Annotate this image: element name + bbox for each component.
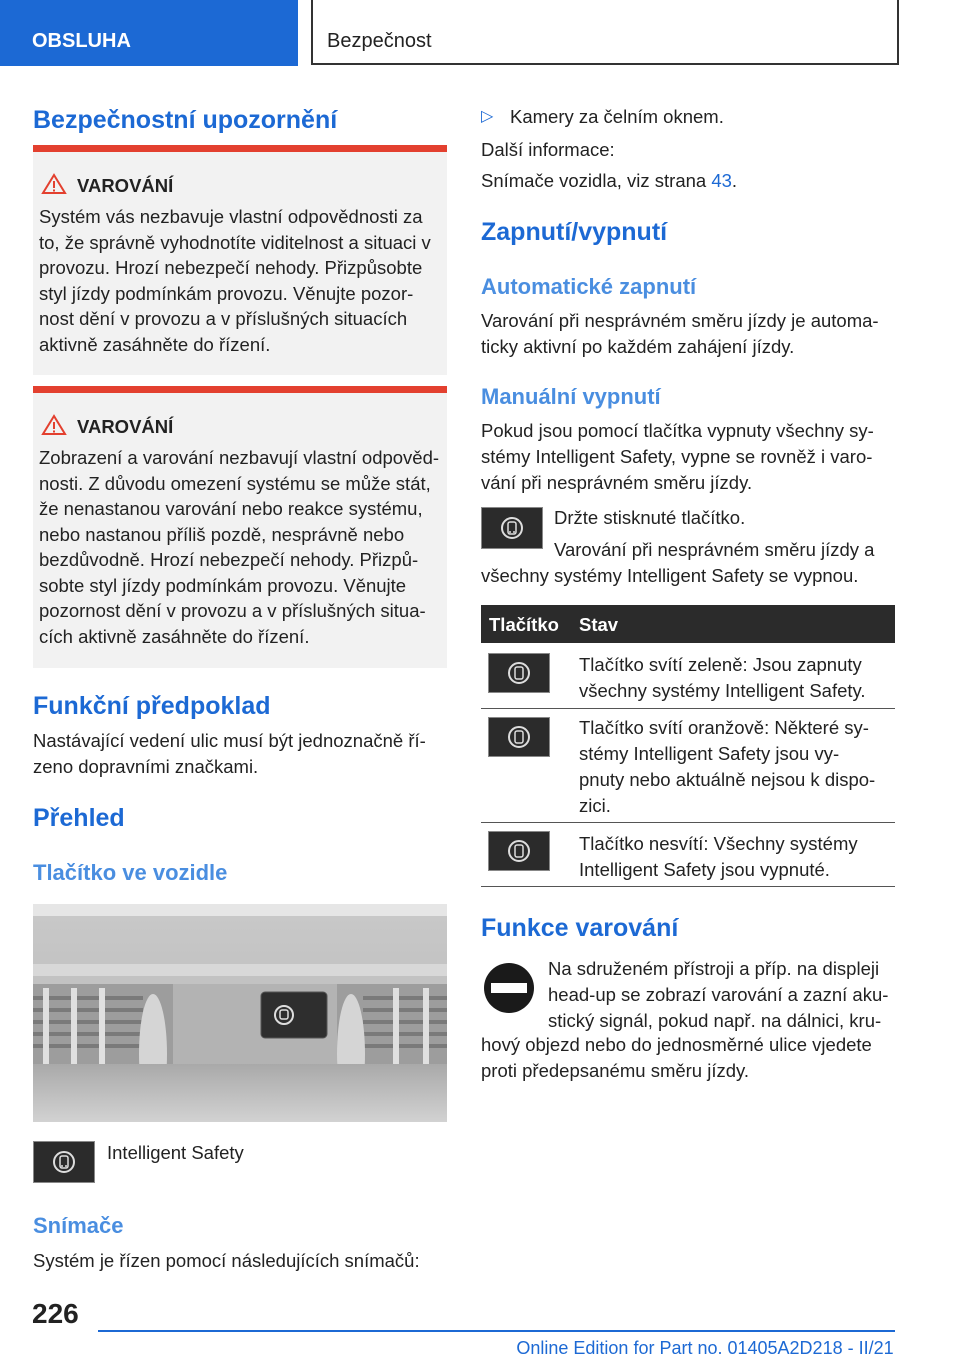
text-line: aktivně zasáhněte do řízení. (39, 333, 271, 355)
subsection-title-button: Tlačítko ve vozidle (33, 860, 228, 885)
chapter-label: Bezpečnost (327, 30, 432, 52)
text-line: nebo nastanou příliš pozdě, nesprávně nebo (39, 523, 405, 545)
hold-result-line-1: Varování při nesprávném směru jízdy a (554, 539, 875, 560)
button-caption: Intelligent Safety (107, 1142, 244, 1163)
sensors-reference (481, 168, 737, 194)
reference-text: Snímače vozidla, viz strana (481, 170, 712, 191)
table-cell-line: Tlačítko svítí oranžově: Některé sy- (579, 717, 869, 738)
text-line: vání při nesprávném směru jízdy. (481, 472, 753, 493)
hold-result-line-2: všechny systémy Intelligent Safety se vypnou. (481, 565, 859, 586)
text-line: bezdůvodně. Hrozí nebezpečí nehody. Přizpů- (39, 549, 419, 570)
prerequisite-text (33, 728, 447, 780)
text-line: provozu. Hrozí nebezpečí nehody. Přizpůsobte (39, 257, 423, 278)
warning-triangle-icon (41, 414, 67, 436)
edition-text: Online Edition for Part no. 01405A2D218 - II/21 (516, 1338, 894, 1358)
section-title-warning-function: Funkce varování (481, 914, 679, 942)
table-row (579, 652, 866, 704)
text-line: hový objezd nebo do jednosměrné ulice vjedete (481, 1034, 872, 1055)
button-icon-off (488, 831, 550, 871)
text-line: head-up se zobrazí varování a zazní aku- (548, 984, 889, 1005)
warning-label: VAROVÁNÍ (77, 175, 174, 196)
text-line: Zobrazení a varování nezbavují vlastní odpověd- (39, 447, 440, 468)
auto-on-text (481, 308, 895, 360)
warning-label: VAROVÁNÍ (77, 416, 174, 437)
more-info-label: Další informace: (481, 139, 615, 160)
text-line: to, že správně vyhodnotíte viditelnost a situaci v (39, 231, 431, 253)
text-line: pozornost dění v provozu a v příslušných situa- (39, 600, 426, 621)
bullet-triangle-icon: ▷ (481, 108, 494, 125)
section-label: OBSLUHA (32, 30, 131, 52)
warning-function-text (548, 956, 888, 1008)
text-line: Na sdruženém přístroji a příp. na displeji (548, 958, 880, 979)
warning-bar (33, 386, 447, 393)
table-cell-line: Tlačítko svítí zeleně: Jsou zapnuty (579, 654, 862, 675)
warning-bar (33, 145, 447, 152)
row-divider (481, 708, 895, 709)
warning-function-line-3: stický signál, pokud např. na dálnici, kru- (548, 1010, 882, 1031)
warning-text (39, 204, 443, 357)
warning-box-2 (33, 386, 447, 668)
intelligent-safety-button-icon (481, 507, 543, 549)
row-divider (481, 822, 895, 823)
section-title-prerequisite: Funkční předpoklad (33, 692, 271, 720)
subsection-title-sensors: Snímače (33, 1213, 124, 1238)
table-row (579, 831, 858, 883)
button-icon-orange (488, 717, 550, 757)
table-cell-line: pnuty nebo aktuálně nejsou k dispo- (579, 769, 876, 790)
text-line: nost dění v provozu a v příslušných situacích (39, 308, 408, 329)
text-line: styl jízdy podmínkám provozu. Věnujte pozor- (39, 282, 414, 304)
warning-box-1 (33, 145, 447, 375)
column-header-button: Tlačítko (489, 614, 559, 635)
section-title-safety-warnings: Bezpečnostní upozornění (33, 106, 338, 134)
table-cell-line: stémy Intelligent Safety jsou vy- (579, 743, 840, 764)
text-line: Pokud jsou pomocí tlačítka vypnuty všechny sy- (481, 420, 874, 441)
reference-end: . (731, 170, 738, 191)
text-line: Varování při nesprávném směru jízdy je automa- (481, 310, 879, 331)
text-line: sobte styl jízdy podmínkám provozu. Věnujte (39, 574, 407, 596)
table-header (481, 605, 895, 643)
text-line: Systém vás nezbavuje vlastní odpovědnosti za (39, 206, 423, 227)
no-entry-icon (481, 960, 537, 1016)
button-icon-green (488, 653, 550, 693)
subsection-title-manual-off: Manuální vypnutí (481, 384, 661, 409)
manual-off-text (481, 418, 895, 496)
text-line: proti předepsanému směru jízdy. (481, 1060, 750, 1081)
footer-divider (98, 1330, 895, 1332)
text-line: že nenastanou varování nebo reakce systému, (39, 498, 423, 519)
section-tab (0, 0, 298, 66)
section-title-overview: Přehled (33, 804, 125, 832)
chapter-header (311, 0, 899, 65)
table-cell-line: Tlačítko nesvítí: Všechny systémy (579, 833, 858, 854)
warning-function-text-cont (481, 1032, 895, 1084)
text-line: stémy Intelligent Safety, vypne se rovněž i varo- (481, 446, 873, 467)
text-line: zeno dopravními značkami. (33, 756, 259, 777)
bullet-text: Kamery za čelním oknem. (510, 106, 724, 127)
page-link[interactable]: 43 (711, 170, 732, 191)
row-divider (481, 886, 895, 887)
section-title-on-off: Zapnutí/vypnutí (481, 218, 668, 246)
sensors-text: Systém je řízen pomocí následujících snímačů: (33, 1250, 420, 1271)
vehicle-button-photo (33, 904, 447, 1122)
warning-text (39, 445, 443, 649)
hold-button-text: Držte stisknuté tlačítko. (554, 507, 746, 528)
table-row (579, 715, 875, 819)
column-header-state: Stav (579, 614, 619, 635)
text-line: Nastávající vedení ulic musí být jednoznačně ří- (33, 730, 426, 751)
subsection-title-auto-on: Automatické zapnutí (481, 274, 697, 299)
text-line: nosti. Z důvodu omezení systému se může stát, (39, 472, 431, 494)
table-cell-line: všechny systémy Intelligent Safety. (579, 680, 866, 701)
table-cell-line: zici. (579, 795, 611, 816)
page-number: 226 (32, 1298, 79, 1329)
text-line: cích aktivně zasáhněte do řízení. (39, 625, 310, 647)
text-line: ticky aktivní po každém zahájení jízdy. (481, 336, 795, 357)
warning-triangle-icon (41, 173, 67, 195)
table-cell-line: Intelligent Safety jsou vypnuté. (579, 859, 830, 880)
intelligent-safety-button-icon (33, 1141, 95, 1183)
